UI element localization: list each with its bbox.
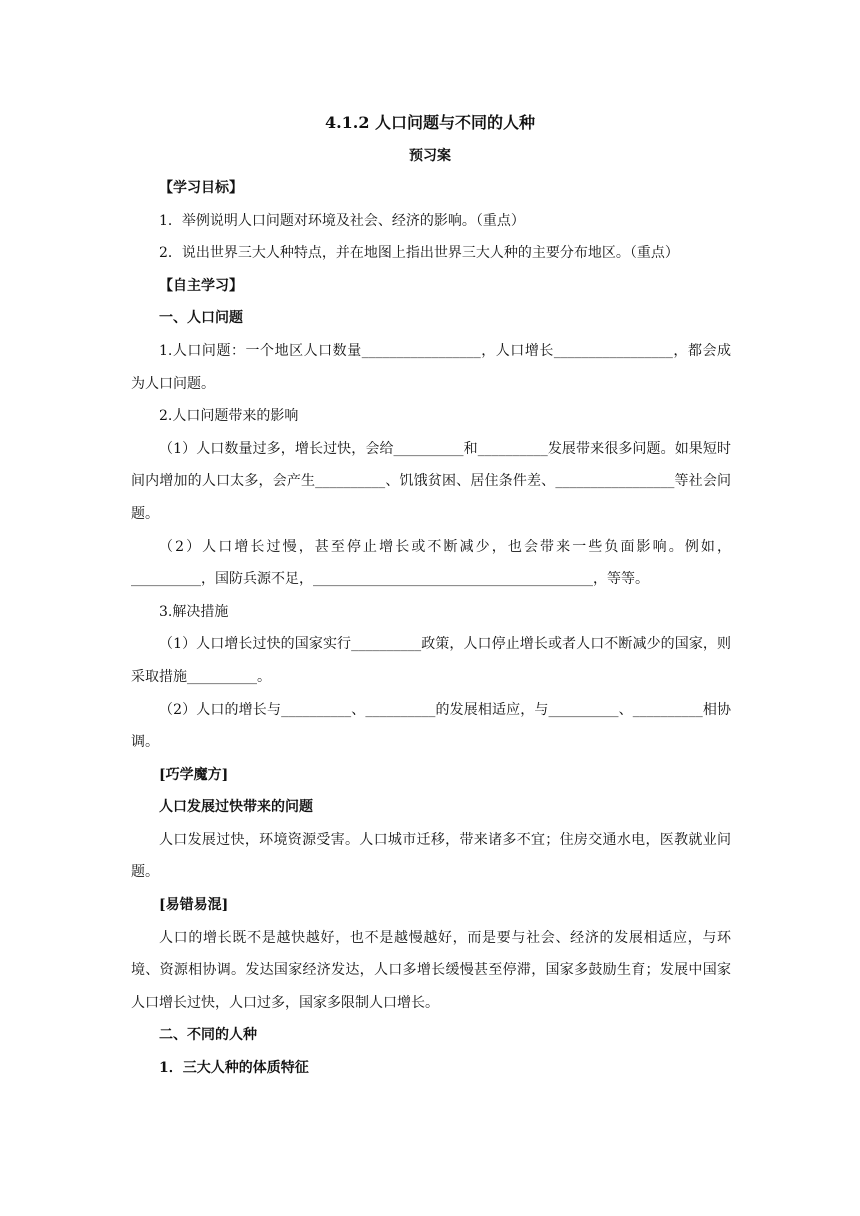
tip-heading: [巧学魔方] — [159, 766, 229, 783]
confuse-text: 人口的增长既不是越快越好，也不是越慢越好，而是要与社会、经济的发展相适应，与环境、资源相协调。发达国家经济发达，人口多增长缓慢甚至停滞，国家多鼓励生育；发展中国家人口增长过快，人口过多，国家多限制人口增长。 — [131, 929, 731, 1011]
section1-heading: 一、人口问题 — [159, 310, 243, 327]
section1-paragraph-2-2: （2）人口增长过慢，甚至停止增长或不断减少，也会带来一些负面影响。例如，__________，国防兵源不足，________________________________________，等等。 — [131, 538, 731, 588]
section1-paragraph-1: 1.人口问题：一个地区人口数量_________________，人口增长_________________，都会成为人口问题。 — [131, 342, 731, 392]
objectives-heading: 【学习目标】 — [159, 180, 243, 196]
section1-paragraph-3-1: （1）人口增长过快的国家实行__________政策，人口停止增长或者人口不断减少的国家，则采取措施__________。 — [131, 636, 731, 685]
section2-subheading-1: 1．三大人种的体质特征 — [159, 1060, 309, 1077]
section1-paragraph-3-2: （2）人口的增长与__________、__________的发展相适应，与__________、__________相协调。 — [131, 701, 731, 751]
tip-text: 人口发展过快，环境资源受害。人口城市迁移，带来诸多不宜；住房交通水电，医教就业问题。 — [131, 831, 731, 881]
section2-heading: 二、不同的人种 — [159, 1027, 257, 1044]
page-title: 4.1.2 人口问题与不同的人种 — [324, 113, 536, 132]
self-study-heading: 【自主学习】 — [159, 277, 243, 294]
section1-paragraph-2-1: （1）人口数量过多，增长过快，会给__________和__________发展带来很多问题。如果短时间内增加的人口太多，会产生__________、饥饿贫困、居住条件差、_________________等社会问题。 — [131, 440, 731, 522]
section1-paragraph-2-heading: 2.人口问题带来的影响 — [159, 408, 299, 425]
confuse-heading: [易错易混] — [159, 897, 229, 914]
objective-item-1: 1．举例说明人口问题对环境及社会、经济的影响。（重点） — [159, 212, 525, 229]
section1-paragraph-3-heading: 3.解决措施 — [159, 603, 229, 620]
objective-item-2: 2．说出世界三大人种特点，并在地图上指出世界三大人种的主要分布地区。（重点） — [159, 245, 679, 262]
document-body — [131, 172, 731, 1085]
tip-subheading: 人口发展过快带来的问题 — [159, 799, 313, 816]
page-subtitle: 预习案 — [409, 148, 451, 164]
